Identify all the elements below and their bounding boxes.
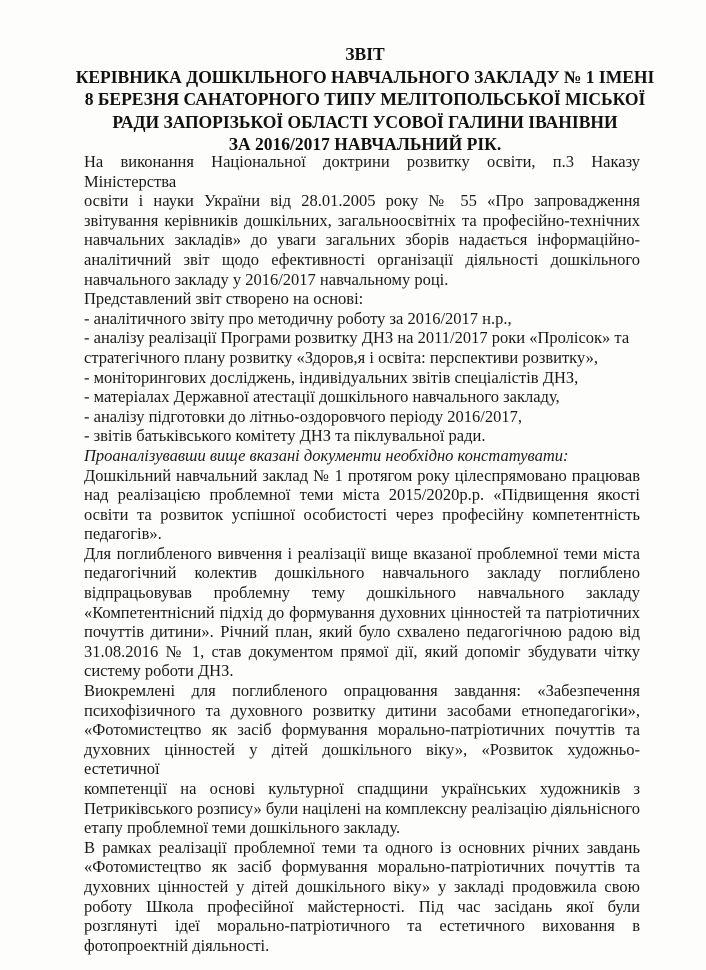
text-line: роботу Школа професійної майстерності. Під час засідань якої були: [84, 896, 640, 916]
text-line: розглянуті ідеї морально-патріотичного та естетичного виховання в: [84, 916, 640, 936]
basis-item: - аналітичного звіту про методичну роботу за 2016/2017 н.р.,: [84, 308, 512, 328]
text-line: компетенції на основі культурної спадщини українських художників з: [84, 779, 640, 798]
basis-section: [84, 289, 640, 446]
basis-item: - аналізу реалізації Програми розвитку ДНЗ на 2011/2017 роки «Пролісок» та: [84, 328, 630, 348]
report-title: ЗВІТ: [345, 44, 385, 64]
text-line: систему роботи ДНЗ.: [84, 661, 234, 681]
text-line: Дошкільний навчальний заклад № 1 протягом року цілеспрямовано працював: [84, 465, 640, 485]
text-line: Для поглибленого вивчення і реалізації вище вказаної проблемної теми міста: [84, 543, 640, 563]
text-line: фотопроектній діяльності.: [84, 935, 270, 955]
report-subtitle-line-4: ЗА 2016/2017 НАВЧАЛЬНИЙ РІК.: [228, 134, 502, 154]
text-line: навчальних закладів» до уваги загальних зборів надається інформаційно-: [84, 230, 640, 250]
text-line: освіти та розвиток успішної особистості через професійну компетентність: [84, 504, 640, 524]
analysis-statement: [84, 446, 640, 466]
basis-item: - аналізу підготовки до літньо-оздоровчого періоду 2016/2017,: [84, 406, 523, 426]
report-subtitle-line-1: КЕРІВНИКА ДОШКІЛЬНОГО НАВЧАЛЬНОГО ЗАКЛАДУ № 1 ІМЕНІ: [75, 66, 655, 87]
text-line: 31.08.2016 № 1, став документом прямої дії, який допоміг збудувати чітку: [84, 641, 640, 661]
text-line: над реалізацією проблемної теми міста 2015/2020р.р. «Підвищення якості: [84, 485, 640, 505]
text-line: «Компетентнісний підхід до формування духовних цінностей та патріотичних: [84, 602, 640, 622]
report-subtitle-line-2: 8 БЕРЕЗНЯ САНАТОРНОГО ТИПУ МЕЛІТОПОЛЬСЬКОЇ МІСЬКОЇ: [84, 89, 646, 109]
text-line: «Фотомистецтво як засіб формування морально-патріотичних почуттів та: [84, 857, 640, 877]
text-line: аналітичний звіт щодо ефективності організації діяльності дошкільного: [84, 249, 640, 269]
paragraph-1: [84, 466, 640, 544]
text-line: етапу проблемної теми дошкільного закладу.: [84, 818, 401, 838]
text-line: відпрацьовував проблемну тему дошкільного навчального закладу: [84, 583, 640, 603]
text-line: психофізичного та духовного розвитку дитини засобами етнопедагогіки»,: [84, 700, 640, 720]
text-line: звітування керівників дошкільних, загальноосвітніх та професійно-технічних: [84, 210, 640, 230]
basis-item: стратегічного плану розвитку «Здоров,я і освіта: перспективи розвитку»,: [84, 347, 599, 367]
paragraph-3: [84, 681, 640, 838]
paragraph-2: [84, 544, 640, 681]
report-subtitle-line-3: РАДИ ЗАПОРІЗЬКОЇ ОБЛАСТІ УСОВОЇ ГАЛИНИ ІВАНІВНИ: [112, 111, 618, 132]
text-line: навчального закладу у 2016/2017 навчальному році.: [84, 269, 449, 289]
basis-item: - моніторингових досліджень, індивідуальних звітів спеціалістів ДНЗ,: [84, 367, 579, 387]
text-line: Виокремлені для поглибленого опрацювання завдання: «Забезпечення: [84, 681, 640, 701]
text-line: На виконання Національної доктрини розвитку освіти, п.3 Наказу Міністерства: [84, 152, 640, 191]
text-line: «Фотомистецтво як засіб формування морально-патріотичних почуттів та: [84, 720, 640, 740]
basis-item: - матеріалах Державної атестації дошкільного навчального закладу,: [84, 387, 560, 407]
intro-paragraph: [84, 152, 640, 289]
basis-title: Представлений звіт створено на основі:: [84, 289, 364, 309]
text-line: почуттів дитини». Річний план, який було схвалено педагогічною радою від: [84, 622, 640, 642]
analysis-italic-line: Проаналізувавши вище вказані документи необхідно констатувати:: [84, 445, 569, 465]
text-line: педагогічний колектив дошкільного навчального закладу поглиблено: [84, 563, 640, 583]
text-line: Петриківського розпису» були націлені на комплексну реалізацію діяльнісного: [84, 798, 640, 818]
text-line: освіти і науки України від 28.01.2005 року № 55 «Про запровадження: [84, 191, 640, 211]
text-line: педагогів».: [84, 524, 162, 544]
text-line: духовних цінностей у дітей дошкільного віку» у закладі продовжила свою: [84, 876, 640, 896]
report-body: [84, 152, 640, 955]
report-heading: [60, 43, 670, 156]
basis-item: - звітів батьківського комітету ДНЗ та піклувальної ради.: [84, 426, 486, 446]
text-line: духовних цінностей у дітей дошкільного віку», «Розвиток художньо-естетичної: [84, 739, 640, 779]
paragraph-4: [84, 838, 640, 956]
text-line: В рамках реалізації проблемної теми та одного із основних річних завдань: [84, 837, 640, 857]
